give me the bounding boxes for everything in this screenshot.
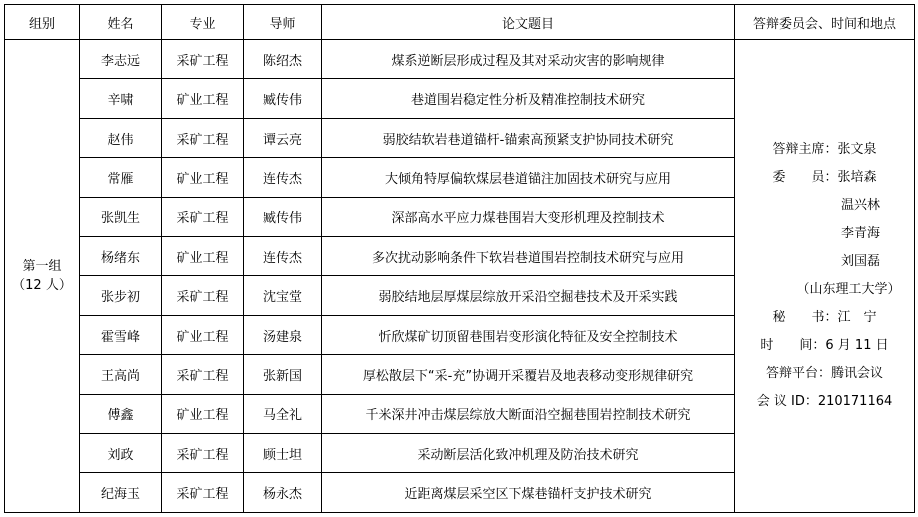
student-major: 采矿工程 <box>162 40 244 79</box>
student-name: 霍雪峰 <box>80 315 162 354</box>
thesis-title: 深部高水平应力煤巷围岩大变形机理及控制技术 <box>322 197 735 236</box>
committee-members: 委 员：张培森 <box>772 170 877 185</box>
header-group: 组别 <box>5 5 80 40</box>
student-advisor: 谭云亮 <box>244 118 322 157</box>
student-name: 傅鑫 <box>80 394 162 433</box>
committee-member: 刘国磊 <box>840 254 880 269</box>
student-advisor: 顾士坦 <box>244 434 322 473</box>
thesis-title: 多次扰动影响条件下软岩巷道围岩控制技术研究与应用 <box>322 237 735 276</box>
student-advisor: 陈绍杰 <box>244 40 322 79</box>
committee-affiliation: （山东理工大学） <box>796 282 901 297</box>
group-name: 第一组 <box>22 259 62 274</box>
student-major: 矿业工程 <box>162 79 244 118</box>
thesis-title: 厚松散层下“采-充”协调开采覆岩及地表移动变形规律研究 <box>322 355 735 394</box>
student-major: 采矿工程 <box>162 118 244 157</box>
committee-member: 李青海 <box>840 226 880 241</box>
header-major: 专业 <box>162 5 244 40</box>
defense-platform: 答辩平台：腾讯会议 <box>765 366 883 381</box>
committee-chair: 答辩主席：张文泉 <box>772 142 877 157</box>
header-advisor: 导师 <box>244 5 322 40</box>
student-major: 矿业工程 <box>162 315 244 354</box>
student-name: 王高尚 <box>80 355 162 394</box>
student-major: 采矿工程 <box>162 355 244 394</box>
student-advisor: 杨永杰 <box>244 473 322 513</box>
student-advisor: 臧传伟 <box>244 79 322 118</box>
student-name: 张凯生 <box>80 197 162 236</box>
student-name: 刘政 <box>80 434 162 473</box>
student-name: 张步初 <box>80 276 162 315</box>
student-advisor: 汤建泉 <box>244 315 322 354</box>
header-committee: 答辩委员会、时间和地点 <box>735 5 915 40</box>
thesis-title: 弱胶结软岩巷道锚杆-锚索高预紧支护协同技术研究 <box>322 118 735 157</box>
student-name: 辛啸 <box>80 79 162 118</box>
group-cell <box>5 40 80 513</box>
defense-schedule-table <box>4 4 915 513</box>
student-name: 赵伟 <box>80 118 162 157</box>
meeting-id: 会 议 ID：210171164 <box>756 394 893 409</box>
thesis-title: 弱胶结地层厚煤层综放开采沿空掘巷技术及开采实践 <box>322 276 735 315</box>
thesis-title: 近距离煤层采空区下煤巷锚杆支护技术研究 <box>322 473 735 513</box>
student-advisor: 沈宝堂 <box>244 276 322 315</box>
committee-secretary: 秘 书：江 宁 <box>772 310 877 325</box>
committee-cell <box>735 40 915 513</box>
thesis-title: 大倾角特厚偏软煤层巷道锚注加固技术研究与应用 <box>322 158 735 197</box>
student-advisor: 张新国 <box>244 355 322 394</box>
thesis-title: 巷道围岩稳定性分析及精准控制技术研究 <box>322 79 735 118</box>
student-advisor: 马全礼 <box>244 394 322 433</box>
student-name: 常雁 <box>80 158 162 197</box>
student-advisor: 臧传伟 <box>244 197 322 236</box>
student-advisor: 连传杰 <box>244 237 322 276</box>
table-row <box>5 40 915 79</box>
header-row <box>5 5 915 40</box>
student-major: 矿业工程 <box>162 237 244 276</box>
thesis-title: 采动断层活化致冲机理及防治技术研究 <box>322 434 735 473</box>
student-major: 矿业工程 <box>162 394 244 433</box>
student-name: 李志远 <box>80 40 162 79</box>
student-major: 采矿工程 <box>162 197 244 236</box>
student-major: 采矿工程 <box>162 473 244 513</box>
header-thesis-title: 论文题目 <box>322 5 735 40</box>
student-name: 纪海玉 <box>80 473 162 513</box>
group-count: （12 人） <box>12 278 72 293</box>
thesis-title: 忻欣煤矿切顶留巷围岩变形演化特征及安全控制技术 <box>322 315 735 354</box>
defense-time: 时 间：6 月 11 日 <box>760 338 889 353</box>
student-name: 杨绪东 <box>80 237 162 276</box>
header-name: 姓名 <box>80 5 162 40</box>
student-advisor: 连传杰 <box>244 158 322 197</box>
student-major: 采矿工程 <box>162 434 244 473</box>
student-major: 采矿工程 <box>162 276 244 315</box>
thesis-title: 煤系逆断层形成过程及其对采动灾害的影响规律 <box>322 40 735 79</box>
thesis-title: 千米深井冲击煤层综放大断面沿空掘巷围岩控制技术研究 <box>322 394 735 433</box>
student-major: 矿业工程 <box>162 158 244 197</box>
committee-member: 温兴林 <box>840 198 880 213</box>
